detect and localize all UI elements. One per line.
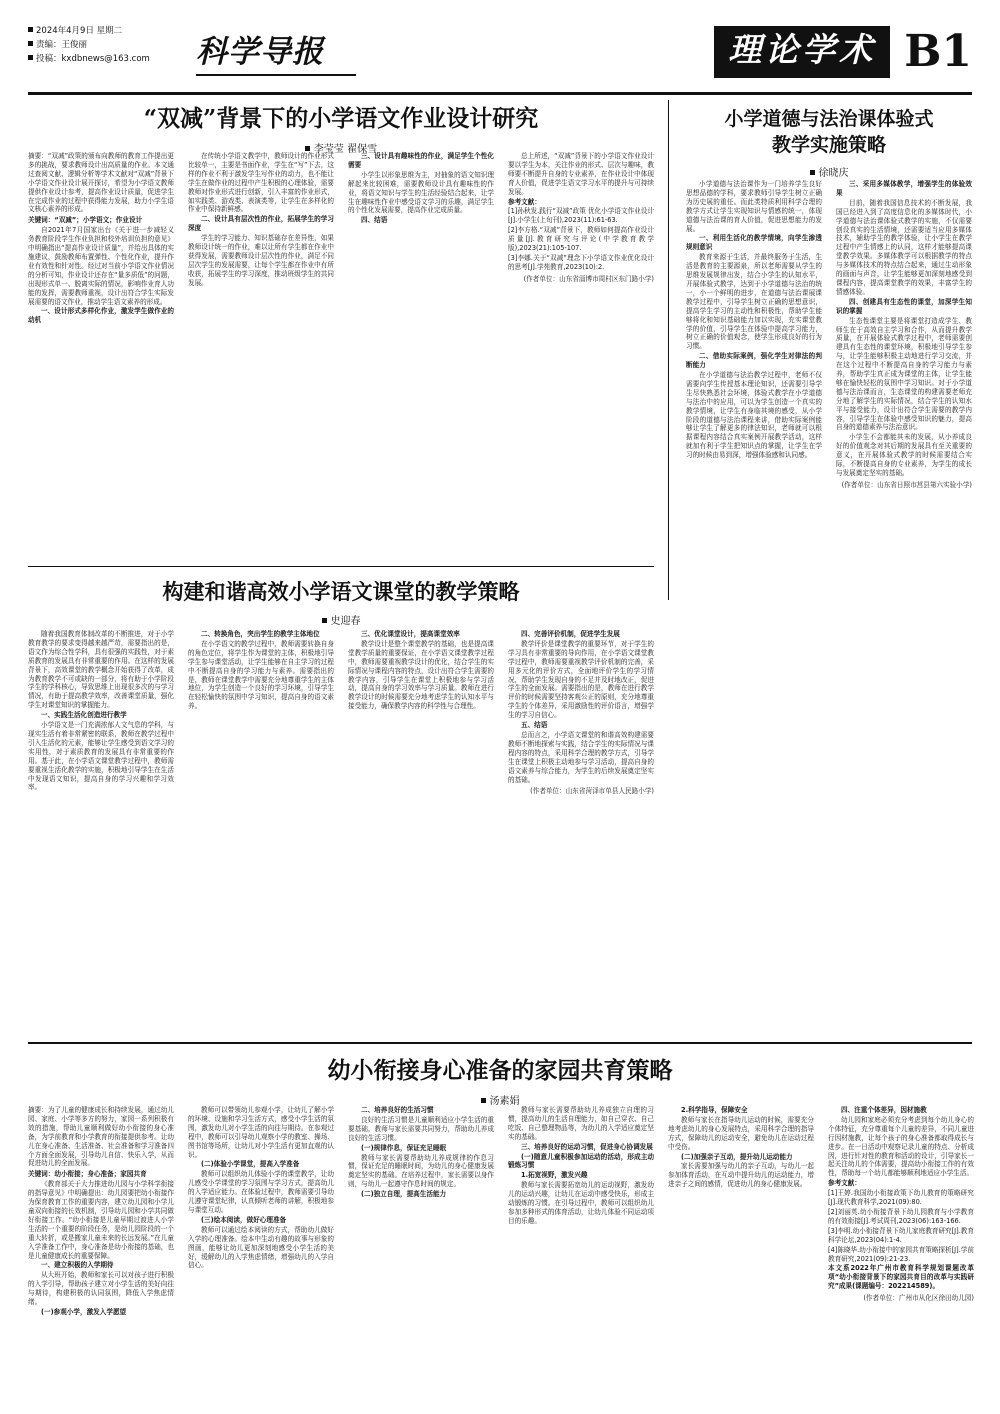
paragraph: 教师与家长需要帮助幼儿养成规律的作息习惯，保证充足的睡眠时间，为幼儿的身心健康发展奠定坚实的基础。在培养过程中，家长需要以身作则，与幼儿一起遵守作息时间的规定。 [348,1153,494,1189]
section-heading: 一、建立积极的入学期待 [41,1261,114,1270]
article-3-header [28,578,654,627]
reference-item: [4]陈晓华.幼小衔接中的家园共育策略探析[J].学前教育研究,2021(09):21-23. [828,1245,974,1263]
article-1-col-4 [508,152,654,552]
section-heading: (二)体验小学课堂，提高入学准备 [201,1160,300,1169]
affiliation: (作者单位：山东省日照市莒县第六实验小学) [841,480,972,489]
affiliation: (作者单位：广州市从化区徐田幼儿园) [863,1294,974,1303]
page-number: B1 [904,26,972,77]
article-1-authors: 李莹莹 翟保雪 [313,144,378,155]
masthead-divider [28,92,972,95]
paragraph: 在传统小学语文教学中，教师设计的作业形式比较单一，主要是书面作业，学生在“写”下去，这样的作业不利于激发学生写作业的动力，也不能让学生在做作业的过程中产生积极的心理体验，需要教师对作业形式进行创新，引入丰富的作业形式，如实践类、游戏类、表演类等，让学生在多样化的作业中保持新鲜感。 [188,152,334,214]
sub-heading: (一)随意儿童积极参加运动的活动，形成主动锻炼习惯 [508,1152,654,1170]
paper-name: 科学导报 [196,34,324,70]
paragraph: 目前，随着我国信息技术的不断发展，我国已经进入到了高度信息化的多媒体时代，小学道德与法治课体验式教学的实施，不仅需要创设真实的生活情境，还需要适当应用多媒体技术，辅助学生的教学体验，让小学生在教学过程中产生情感上的认同，这样才能够提高课堂教学效果。多媒体教学可以根据教学的特点与多媒体技术的特点结合起来，通过生动形象的画面与声音，让学生能够更加深刻地感受到课程内容，提高课堂教学的效果，丰富学生的情感体验。 [836,198,972,296]
article-3-col-1 [28,630,174,1020]
section-heading: 二、借助实际案例，强化学生对律法的判断能力 [686,352,822,370]
bullet-icon [322,618,327,623]
article-1-col-2 [188,152,334,552]
paragraph: 良好的生活习惯是儿童顺利适应小学生活的重要基础，教师与家长需要共同努力，帮助幼儿养成良好的生活习惯。 [348,1115,494,1142]
article-4-col-5 [668,1106,814,1396]
section-heading: (一)规律作息，保证充足睡眠 [361,1143,447,1152]
article-2-col-2 [836,180,972,600]
article-4-author: 汤素娟 [489,1096,520,1107]
section-heading: 一、实践生活化创造进行教学 [41,711,127,720]
section-heading: 三、培养良好的运动习惯，促进身心协调发展 [521,1142,653,1151]
article-divider-2 [28,1042,972,1044]
article-1-col-1 [28,152,174,552]
article-2-author: 徐晓庆 [818,168,849,179]
paragraph: 教师与家长在指导幼儿运动的时候，需要充分地考虑幼儿的身心发展特点，采用科学合理的指导方式，保障幼儿的运动安全，避免幼儿在运动过程中受伤。 [668,1115,814,1151]
article-4-col-6 [828,1106,974,1396]
section-heading: 四、结语 [361,216,388,225]
paragraph: 教师与家长需要帮助幼儿养成独立自理的习惯，提高幼儿的生活自理能力，如自己穿衣、自己吃饭、自己整理物品等，为幼儿的入学适应奠定坚实的基础。 [508,1106,654,1141]
paragraph: 家长需要加强与幼儿的亲子互动，与幼儿一起参加体育活动，在互动中提升幼儿的运动能力，增进亲子之间的感情，促进幼儿的身心健康发展。 [668,1162,814,1189]
section-heading: 四、完善评价机制，促进学生发展 [521,630,620,638]
paragraph: 总而言之，小学语文课堂的和谐高效构建需要教师不断地探索与实践，结合学生的实际情况与课程内容的特点，采用科学合理的教学方式，引导学生在课堂上积极主动地参与学习活动，提高自身的语文素养与综合能力，为学生的后续发展奠定坚实的基础。 [508,730,654,784]
section-heading: 三、设计具有趣味性的作业，满足学生个性化需要 [348,152,494,169]
paper-logo [196,30,356,74]
article-4-col-3 [348,1106,494,1396]
logo-rule [196,74,356,76]
section-heading: 二、设计具有层次性的作业，拓展学生的学习深度 [188,215,334,233]
paragraph: 从大班开始，教师和家长可以对孩子进行积极的入学引导，帮助孩子建立对小学生活的美好向往与期待，构建积极的认同氛围，降低入学焦虑情绪。 [28,1271,174,1307]
article-2-col-1 [686,180,822,600]
section-heading: (三)绘本阅读，做好心理准备 [201,1215,287,1224]
article-4-col-4 [508,1106,654,1396]
paragraph: 生态性课堂主要是将课堂打造成学生、教师生在于高效自主学习和合作，从而提升教学质量，在开展体验式教学过程中，老师需要创建具有生态性的课堂环境，积极地引导学生参与，让学生能够积极主动地进行学习交流，并在这个过程中不断提高自身的学习能力与素养，帮助学生真正成为课堂的主体，让学生能够在愉快轻松的氛围中学习知识。对于小学道德与法治课而言，生态课堂的构建需要老师充分地了解学生的实际情况，结合学生的认知水平与接受能力，设计出符合学生需要的教学内容，引导学生在体验中感受知识的魅力，提高自身的道德素养与法治意识。 [836,316,972,432]
paragraph: 《教育部关于大力推进幼儿园与小学科学衔接的指导意见》中明确提出：幼儿园要把幼小衔接作为保育教育工作的重要内容，建立幼儿园和小学儿童双向衔接的长效机制，引导幼儿园和小学共同做好衔接工作。“幼小衔接是儿童早期过渡进人小学生活的一个重要的阶段任务，是幼儿园阶段的一个重大转折，或是搬家儿童未来的长远发展。”在儿童入学准备工作中，身心准备是幼小衔接的基础，也是儿童健康成长的重要保障。 [28,1180,174,1260]
reference-item: [2]刘丽英.幼小衔接背景下幼儿园教育与小学教育的有效衔接[J].考试周刊,2023(06):163-166. [828,1207,974,1225]
bullet-icon [28,27,33,32]
bullet-icon [481,1098,486,1103]
article-1-header [28,104,654,155]
paragraph: 教育来源于生活，并最终服务于生活，生活是教育的主要源泉，所以老师需要从学生的思维发展规律出发，结合小学生的认知水平，开展体验式教学，达到于小学道德与法治的统一，小一个鲜明的进步，在道德与法治课展课教学过程中，引导学生树立正确的思想意识，提高学生学习的主动性和积极性，帮助学生能够将化和知识基础能力加以实现，充实课堂教学的价值，引导学生在体验中提高学习能力，树立正确的价值观念，使学生形成良好的行为习惯。 [686,253,822,351]
masthead [28,24,972,86]
article-1-col-3 [348,152,494,552]
article-2-byline [686,164,972,179]
paragraph: 幼儿园和家庭必须充分考虑到每个幼儿身心的个体特征，充分尊重每个儿童的差异，不同儿童进行因材施教，让每个孩子的身心准备都取得成长与进步。在一日活动中观察记录儿童的特点、分析成因，进行针对性的教育和活动的设计，引导家长一起关注幼儿的个体需要，提高幼小衔接工作的有效性，帮助每一个幼儿都能够顺利地适应小学生活。 [828,1115,974,1178]
submission-email: 投稿：kxdbnews@163.com [36,54,150,64]
section-heading: (一)参观小学，激发入学愿望 [41,1307,127,1316]
section-heading: 三、优化课堂设计，提高课堂效率 [361,630,460,638]
article-4-col-1 [28,1106,174,1396]
article-1-title: “双减”背景下的小学语文作业设计研究 [143,105,539,132]
section-heading: 三、采用多媒体教学，增强学生的体验效果 [836,180,972,197]
column-divider-1 [668,100,669,600]
sub-heading: 1.拓宽视野，激发兴趣 [521,1171,588,1180]
reference-item: [3]李娜.关于“双减”理念下小学语文作业优化设计的思考[J].学苑教育,2023(10):2. [508,253,654,271]
reference-item: [1]王婷.我国幼小衔接政策下幼儿教育的策略研究[J].现代教育科学,2021(09):80. [828,1189,974,1207]
affiliation: (作者单位：山东省淄博市周村区东门路小学) [523,274,654,283]
sub-heading: 2.科学指导，保障安全 [681,1106,748,1114]
keywords: 关键词：幼小衔接；身心准备；家园共育 [28,1170,147,1179]
issue-date: 2024年4月9日 星期二 [36,26,123,36]
paragraph: 教学评价是课堂教学的重要环节，对于学生的学习具有非常重要的导向作用，在小学语文课堂教学过程中，教师需要重视教学评价机制的完善，采用多元化的评价方式，全面地评价学生的学习情况，帮助学生发现自身的不足并及时地改正，促进学生的全面发展。需要指出的是，教师在进行教学评价的时候需要坚持客观公正的原则，充分地尊重学生的个体差异，采用激励性的评价语言，增强学生的学习自信心。 [508,639,654,720]
article-4-header [28,1056,972,1107]
bullet-icon [810,170,815,175]
article-3-col-2 [188,630,334,1020]
article-4-title: 幼小衔接身心准备的家园共育策略 [327,1057,673,1084]
paragraph: 教师可以带领幼儿参观小学，让幼儿了解小学的环境、设施和学习生活方式，感受小学生活的氛围，激发幼儿对小学生活的向往与期待。在参观过程中，教师可以引导幼儿观察小学的教室、操场、图书馆等场所，让幼儿对小学生活有更加直观的认识。 [188,1106,334,1159]
paragraph: 教学设计是整个课堂教学的基础，也是提高课堂教学质量的重要保证，在小学语文课堂教学过程中，教师需要重视教学设计的优化，结合学生的实际情况与课程内容的特点，设计出符合学生需要的教学内容，引导学生在课堂上积极地参与学习活动，提高自身的学习效率与学习质量。教师在进行教学设计的时候需要充分地考虑学生的认知水平与接受能力，确保教学内容的科学性与合理性。 [348,639,494,711]
funding-note: 本文系2022年广州市教育科学规划课题改革项“幼小衔接背景下的家园共育目的改革与实践研究”成果(课题编号：202214589)。 [828,1264,974,1291]
section-badge: 理论学术 [714,26,890,78]
section-heading: 一、利用生活化的教学情境，向学生渗透规则意识 [686,234,822,252]
article-3-col-3 [348,630,494,1020]
section-heading: 二、转换角色，突出学生的教学主体地位 [201,630,320,638]
article-divider-1 [28,566,654,567]
bullet-icon [28,41,33,46]
article-2-title-line2: 教学实施策略 [771,134,886,156]
bullet-icon [305,146,310,151]
abstract: 摘要：为了儿童的健康成长和持续发展，通过幼儿园、家庭、小学等多方的努力，家园一系列积极有效的措施，帮助儿童顺利做好幼小衔接的身心准备，为学前教育和小学教育的衔接提供参考。让幼儿在身心准备、生活准备、社会准备和学习准备四个方面全面发展，引导幼儿自信、快乐入学，从而促进幼儿的全面发展。 [28,1106,174,1168]
section-heading: 五、结语 [521,721,548,730]
bullet-icon [28,55,33,60]
article-3-author: 史迎春 [330,616,361,627]
article-3-byline [28,612,654,627]
article-4-byline [28,1092,972,1107]
reference-item: [3]李明.幼小衔接背景下幼儿家庭教育研究[J].教育科学论坛,2023(04):1-4. [828,1226,974,1244]
article-2-header [686,106,972,179]
paragraph: 在小学道德与法治教学过程中，老师不仅需要向学生传授基本理论知识，还需要引导学生尽快熟悉社会环境，体验式教学在小学道德与法治中的应用，可以为学生创造一个真实的教学情境，让学生有身临其境的感受，从小学阶段的道德与法治课程来讲，借助实际案例能够让学生了解更多的律法知识，老师就可以根据课程内容结合真实案例开展教学活动，这样就加有利于学生把知识点的掌握，让学生在学习的时候由易到深，增强体验感和认同感。 [686,371,822,460]
paragraph: 教师与家长需要拓宽幼儿的运动视野，激发幼儿的运动兴趣，让幼儿在运动中感受快乐，形成主动锻炼的习惯。在引导过程中，教师可以组织幼儿参加多种形式的体育活动，让幼儿体验不同运动项目的乐趣。 [508,1181,654,1225]
affiliation: (作者单位：山东省菏泽市单县人民路小学) [530,787,654,796]
keywords: 关键词：“双减”；小学语文；作业设计 [28,216,143,225]
paragraph: 教师可以组织幼儿体验小学的课堂教学，让幼儿感受小学课堂的学习氛围与学习方式，提高幼儿的入学适应能力。在体验过程中，教师需要引导幼儿遵守课堂纪律，认真倾听老师的讲解，积极地参与课堂互动。 [188,1170,334,1214]
article-2-title-line1: 小学道德与法治课体验式 [724,108,934,130]
article-3-col-4 [508,630,654,1020]
references-heading: 参考文献： [508,197,541,206]
paragraph: 小学生以形象思维为主，对抽象的语文知识理解起来比较困难，需要教师设计具有趣味性的作业，将语文知识与学生的生活经验结合起来，让学生在趣味性作业中感受语文学习的乐趣，满足学生的个性化发展需要，提高作业完成质量。 [348,170,494,215]
paragraph: 小学生不会都能其未的发展，从小养成良好的价值观念对其后期的发展具有至关重要的意义，在开展体验式教学的时候需要结合实际，不断提高自身的专业素养，为学生的成长与发展奠定坚实的基础。 [836,433,972,477]
paragraph: 学生的学习能力、知识基础存在差异性，如果教师设计统一的作业，难以让所有学生都在作业中获得发展，需要教师设计层次性的作业，满足不同层次学生的发展需要，让每个学生都在作业中有所收获，拓展学生的学习深度，推动班级学生的共同发展。 [188,234,334,287]
reference-item: [2]李方格.“双减”背景下，教师如何提高作业设计质量[J].教育研究与评论(中学教育教学版),2023(21):105-107. [508,226,654,253]
article-3-title: 构建和谐高效小学语文课堂的教学策略 [162,579,520,604]
section-heading: 二、培养良好的生活习惯 [361,1106,434,1114]
paragraph: 在小学语文的教学过程中，教师需要转换自身的角色定位，将学生作为课堂的主体，积极地引导学生参与课堂活动，让学生能够在自主学习的过程中不断提高自身的学习能力与素养。需要指出的是，教师在课堂教学中需要充分地尊重学生的主体地位，为学生创造一个良好的学习环境，引导学生在轻松愉快的氛围中学习知识，提高自身的语文素养。 [188,639,334,711]
section-heading: (二)加强亲子互动，提升幼儿运动能力 [681,1152,793,1161]
section-heading: 四、创建具有生态性的课堂，加深学生知识的掌握 [836,297,972,315]
paragraph: 总上所述，“双减”背景下的小学语文作业设计要以学生为本，关注作业的形式、层次与趣味，教师要不断提升自身的专业素养，在作业设计中体现育人价值，促进学生语文学习水平的提升与可持续发展。 [508,152,654,196]
reference-item: [1]孙秋发.践行“双减”政策 优化小学语文作业设计[J].小学生(上旬刊),2023(11):61-63. [508,207,654,225]
masthead-meta [28,24,188,66]
paragraph: 摘要：“双减”政策的颁布向教师的教育工作提出更多的挑战，要求教师设计出高质量的作业。本文通过查阅文献、逻辑分析等学术文献对“双减”背景下小学语文作业设计展开探讨，希望为小学语文教师提供作业设计参考，提高作业设计质量，促进学生在完成作业的过程中获得能力发展，助力小学生语文核心素养的形成。 [28,152,174,214]
paragraph: 教师可以通过绘本阅读的方式，帮助幼儿做好入学的心理准备。绘本中生动有趣的故事与形象的图画，能够让幼儿更加深刻地感受小学生活的美好，缓解幼儿的入学焦虑情绪，增强幼儿的入学自信心。 [188,1225,334,1270]
paragraph: 自2021年7月国家出台《关于进一步减轻义务教育阶段学生作业负担和校外培训负担的意见》中明确指出“提高作业设计质量”，并给出具体的实施建议，鼓励教师布置弹性、个性化作业，提升作业有效性和针对性。经过对当前小学语文作业情况的分析可知，作业设计还存在“量多质低”的问题，出现形式单一、脱离实际的情况，影响作业育人功能的发挥，需要教师重视，设计出符合学生实际发展需要的语文作业，推动学生语文素养的形成。 [28,226,174,306]
section-heading: 四、注重个体差异，因材施教 [841,1106,927,1114]
editor-name: 责编：王俊丽 [36,40,88,50]
paragraph: 小学道德与法治课作为一门培养学生良好思想品德的学科，要求教师引导学生树立正确为历史展的重任。而此类特质利用科学合理的教学方式让学生实现知识与情感的统一，体现道德与法治课的育人价值，促进思想能力的发展。 [686,180,822,233]
paragraph: 小学语文是一门充满浓郁人文气息的学科，与现实生活有着非常紧密的联系，教师在教学过程中引入生活化的元素，能够让学生感受到语文学习的实用性，对于素质教育的发展具有非常重要的作用。基于此，在小学语文课堂教学过程中，教师需要重视生活化教学的实施，积极地引导学生在生活中发现语文知识，提高自身的学习兴趣和学习效率。 [28,721,174,792]
references-heading: 参考文献： [828,1179,861,1188]
section-heading: (二)独立自理，提高生活能力 [361,1190,447,1199]
section-heading: 一、设计形式多样化作业，激发学生做作业的动机 [28,307,174,325]
section-header [714,24,972,80]
paragraph: 随着我国教育体制改革的不断推进，对于小学教育教学的要求变得越来越严苛，需要指出的是，语文作为综合性学科，具有很强的实践性，对于素质教育的发展具有非常重要的作用。在这样的发展背景下，高效课堂的教学概念开始获得了改革，成为教育教学不可或缺的一部分，将有助于小学阶段学生的学科核心，导致思维上出现很多次的与学习情况，有助于提高教学效率，改善课堂质量，强化学生对课堂知识的掌握能力。 [28,630,174,710]
article-4-col-2 [188,1106,334,1396]
